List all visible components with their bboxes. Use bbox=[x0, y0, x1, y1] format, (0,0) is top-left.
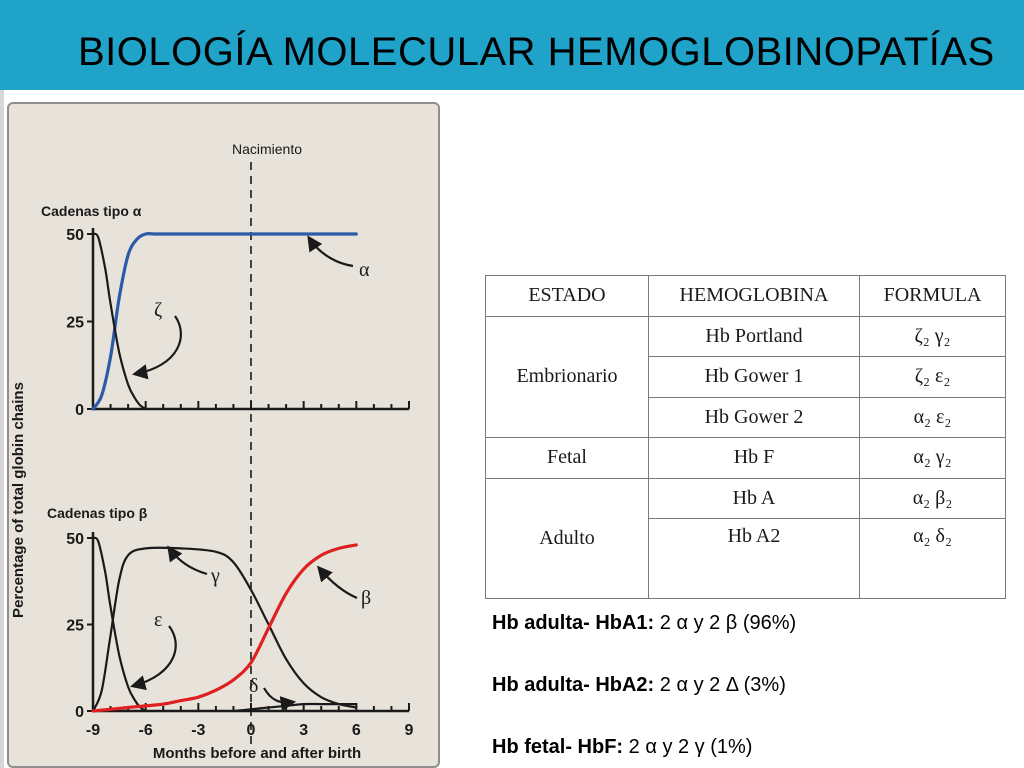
note-label: Hb adulta- HbA2: bbox=[492, 674, 655, 696]
x-tick-label: 6 bbox=[351, 722, 361, 739]
estado-cell: Fetal bbox=[486, 438, 649, 479]
beta-arrow bbox=[319, 568, 357, 598]
series-line-ζ bbox=[93, 234, 146, 409]
header-formula: FORMULA bbox=[860, 276, 1006, 317]
table-header-row bbox=[486, 276, 1006, 317]
note-hbf bbox=[492, 736, 752, 759]
hemoglobina-cell: Hb A bbox=[649, 478, 860, 519]
table-row bbox=[486, 478, 1006, 519]
estado-cell: Adulto bbox=[486, 478, 649, 599]
delta-arrow bbox=[264, 688, 293, 702]
header-hemoglobina: HEMOGLOBINA bbox=[649, 276, 860, 317]
table-row bbox=[486, 438, 1006, 479]
note-text: 2 α y 2 γ (1%) bbox=[623, 736, 753, 758]
hemoglobina-cell: Hb Portland bbox=[649, 316, 860, 357]
delta-curve-label: δ bbox=[249, 675, 259, 697]
alpha-curve-label: α bbox=[359, 259, 370, 281]
y-axis-label: Percentage of total globin chains bbox=[10, 382, 27, 618]
x-tick-label: 3 bbox=[299, 722, 309, 739]
hemoglobina-cell: Hb Gower 2 bbox=[649, 397, 860, 438]
alpha-arrow bbox=[309, 238, 353, 266]
birth-label: Nacimiento bbox=[231, 141, 303, 157]
title-bar bbox=[0, 0, 1024, 90]
globin-chart-figure bbox=[7, 102, 440, 768]
note-text: 2 α y 2 Δ (3%) bbox=[654, 674, 786, 696]
hemoglobina-cell: Hb F bbox=[649, 438, 860, 479]
top-y-tick-label: 0 bbox=[75, 402, 84, 419]
bottom-y-tick-label: 0 bbox=[75, 704, 84, 721]
slide-title: BIOLOGÍA MOLECULAR HEMOGLOBINOPATÍAS bbox=[78, 30, 995, 74]
series-line-α bbox=[93, 234, 356, 409]
zeta-curve-label: ζ bbox=[154, 299, 163, 321]
epsilon-arrow bbox=[133, 626, 176, 686]
hemoglobin-table-container bbox=[485, 275, 1006, 599]
formula-cell: α₂ ε₂ bbox=[860, 397, 1006, 438]
x-tick-label: -6 bbox=[138, 722, 153, 739]
note-label: Hb fetal- HbF: bbox=[492, 736, 624, 758]
header-estado: ESTADO bbox=[486, 276, 649, 317]
x-tick-label: 9 bbox=[404, 722, 414, 739]
estado-cell: Embrionario bbox=[486, 316, 649, 438]
bottom-panel-title: Cadenas tipo β bbox=[47, 505, 148, 521]
x-tick-label: -9 bbox=[85, 722, 101, 739]
series-line-β bbox=[93, 545, 356, 711]
note-text: 2 α y 2 β (96%) bbox=[654, 612, 797, 634]
formula-cell: α₂ γ₂ bbox=[860, 438, 1006, 479]
formula-cell: α₂ β₂ bbox=[860, 478, 1006, 519]
x-tick-label: 0 bbox=[246, 722, 256, 739]
note-hba2 bbox=[492, 674, 786, 697]
epsilon-curve-label: ε bbox=[154, 609, 163, 631]
globin-chart-svg bbox=[9, 104, 440, 768]
note-hba1 bbox=[492, 612, 796, 635]
formula-cell: α₂ δ₂ bbox=[860, 519, 1006, 599]
gamma-arrow bbox=[169, 548, 207, 574]
x-tick-label: -3 bbox=[191, 722, 206, 739]
top-y-tick-label: 50 bbox=[66, 227, 84, 244]
note-label: Hb adulta- HbA1: bbox=[492, 612, 655, 634]
zeta-arrow bbox=[135, 316, 181, 374]
hemoglobina-cell: Hb A2 bbox=[649, 519, 860, 599]
bottom-y-tick-label: 50 bbox=[66, 531, 84, 548]
formula-cell: ζ₂ ε₂ bbox=[860, 357, 1006, 398]
bottom-y-tick-label: 25 bbox=[66, 617, 84, 635]
top-panel-title: Cadenas tipo α bbox=[41, 203, 142, 219]
hemoglobina-cell: Hb Gower 1 bbox=[649, 357, 860, 398]
beta-curve-label: β bbox=[361, 587, 372, 609]
gamma-curve-label: γ bbox=[211, 565, 220, 587]
left-edge-strip bbox=[0, 90, 4, 768]
x-axis-label: Months before and after birth bbox=[152, 745, 362, 762]
table-row bbox=[486, 316, 1006, 357]
top-y-tick-label: 25 bbox=[66, 314, 84, 332]
formula-cell: ζ₂ γ₂ bbox=[860, 316, 1006, 357]
hemoglobin-table bbox=[485, 275, 1006, 599]
